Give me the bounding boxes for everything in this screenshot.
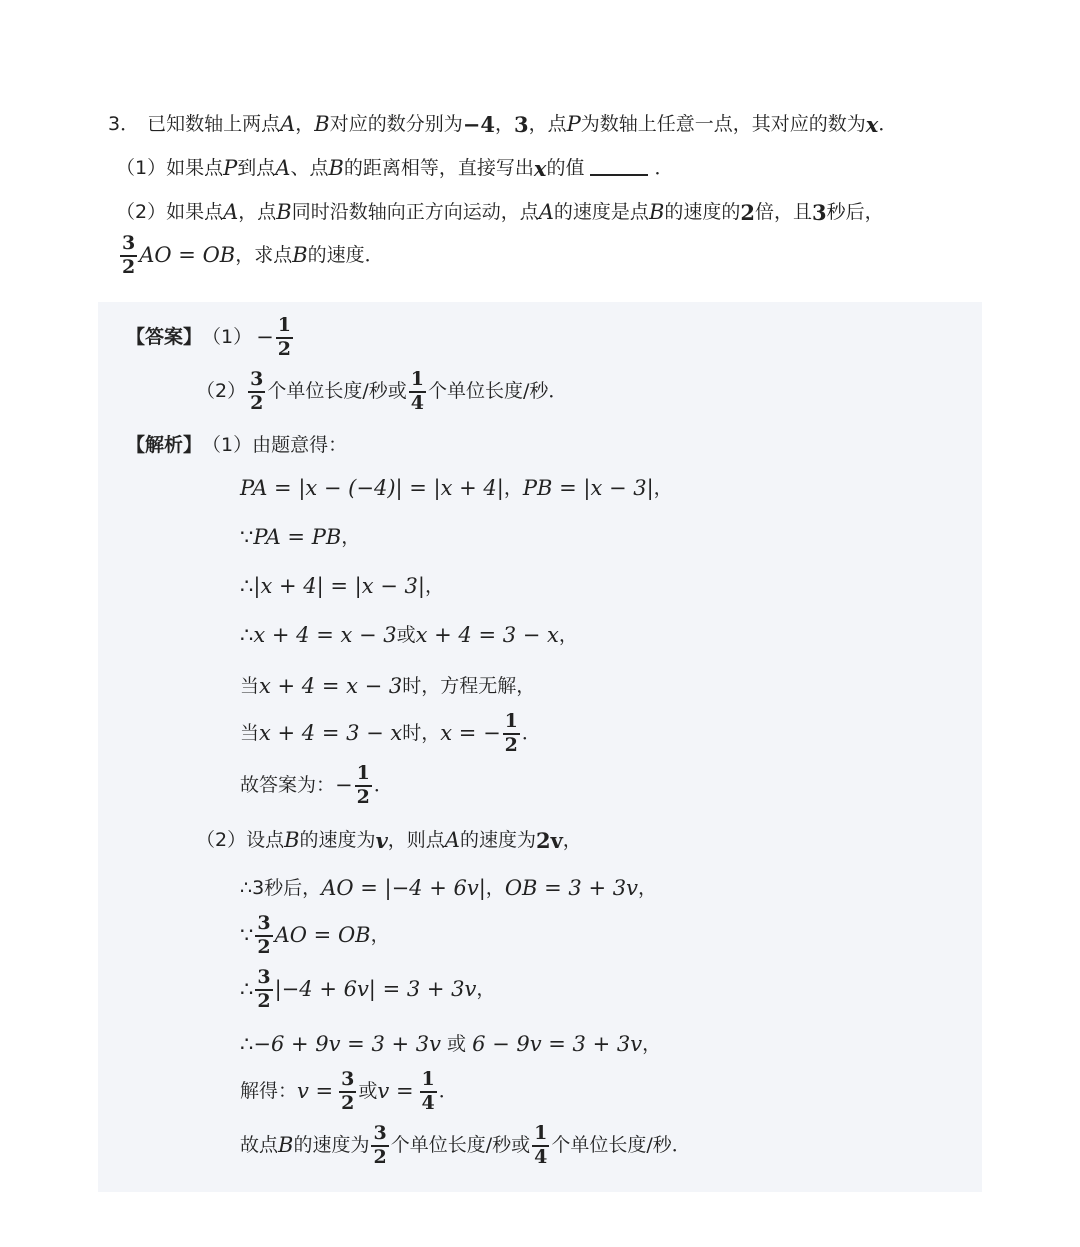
- answer-tag: 【答案】: [126, 326, 203, 349]
- analysis-line: ∴ −6 + 9v = 3 + 3v 或 6 − 9v = 3 + 3v ，: [240, 1032, 662, 1056]
- analysis-line: ∵ $\frac{3}{2}$ AO = OB ，: [240, 912, 390, 958]
- fraction: $\frac{3}{2}$: [257, 966, 271, 1012]
- analysis-tag: 【解析】: [126, 434, 203, 456]
- fraction: $\frac{3}{2}$: [373, 1122, 387, 1168]
- question-stem: 3． 已知数轴上两点 A ， B 对应的数分别为 −4 ， 3 ，点 P 为数轴上任意一点，其对应的数为 x ．: [108, 112, 898, 137]
- analysis-line: ∵ PA = PB ，: [240, 525, 361, 549]
- fraction: $\frac{3}{2}$: [250, 368, 264, 414]
- analysis-line: 故点 B 的速度为 $\frac{3}{2}$ 个单位长度/秒或 $\frac{1}{4}$ 个单位长度/秒．: [240, 1122, 691, 1168]
- question-part-2: （2） 如果点 A ，点 B 同时沿数轴向正方向运动，点 A 的速度是点 B 的速度的 2 倍，且 3 秒后，: [116, 200, 884, 225]
- analysis-line: PA = |x − (−4)| = |x + 4| ， PB = |x − 3| ，: [240, 476, 673, 500]
- analysis-line: 当 x + 4 = 3 − x 时， x = − $\frac{1}{2}$ ．: [240, 710, 541, 756]
- fraction: $\frac{1}{2}$: [504, 710, 518, 756]
- fraction: $\frac{3}{2}$: [341, 1068, 355, 1114]
- analysis-line: 当 x + 4 = x − 3 时，方程无解，: [240, 674, 536, 698]
- question-part-1: （1） 如果点 P 到点 A 、点 B 的距离相等，直接写出 x 的值 ．: [116, 156, 674, 181]
- analysis-line: 解得： v = $\frac{3}{2}$ 或 v = $\frac{1}{4}$ ．: [240, 1068, 458, 1114]
- fraction: $\frac{1}{2}$: [277, 314, 291, 360]
- analysis-line: ∴ $\frac{3}{2}$ |−4 + 6v| = 3 + 3v ，: [240, 966, 496, 1012]
- answer-part-1: 【答案】 （1） − $\frac{1}{2}$: [126, 314, 291, 360]
- fraction: $\frac{3}{2}$: [122, 232, 136, 278]
- analysis-line: ∴ |x + 4| = |x − 3| ，: [240, 574, 444, 598]
- analysis-line: 故答案为： − $\frac{1}{2}$ ．: [240, 762, 393, 808]
- answer-blank: [590, 174, 648, 176]
- fraction: $\frac{3}{2}$: [257, 912, 271, 958]
- analysis-part-1-intro: 【解析】 （1） 由题意得：: [126, 434, 348, 456]
- question-condition: $\frac{3}{2}$ AO = OB ，求点 B 的速度．: [122, 232, 384, 278]
- analysis-part-2-intro: （2） 设点 B 的速度为 v ，则点 A 的速度为 2v ，: [196, 828, 582, 853]
- fraction: $\frac{1}{4}$: [410, 368, 424, 414]
- question-number: 3．: [108, 113, 140, 135]
- analysis-line: ∴ x + 4 = x − 3 或 x + 4 = 3 − x ，: [240, 623, 578, 647]
- fraction: $\frac{1}{2}$: [356, 762, 370, 808]
- answer-part-2: （2） $\frac{3}{2}$ 个单位长度/秒或 $\frac{1}{4}$ 个单位长度/秒．: [196, 368, 568, 414]
- analysis-line: ∴3秒后， AO = |−4 + 6v| ， OB = 3 + 3v ，: [240, 876, 657, 900]
- fraction: $\frac{1}{4}$: [534, 1122, 548, 1168]
- fraction: $\frac{1}{4}$: [421, 1068, 435, 1114]
